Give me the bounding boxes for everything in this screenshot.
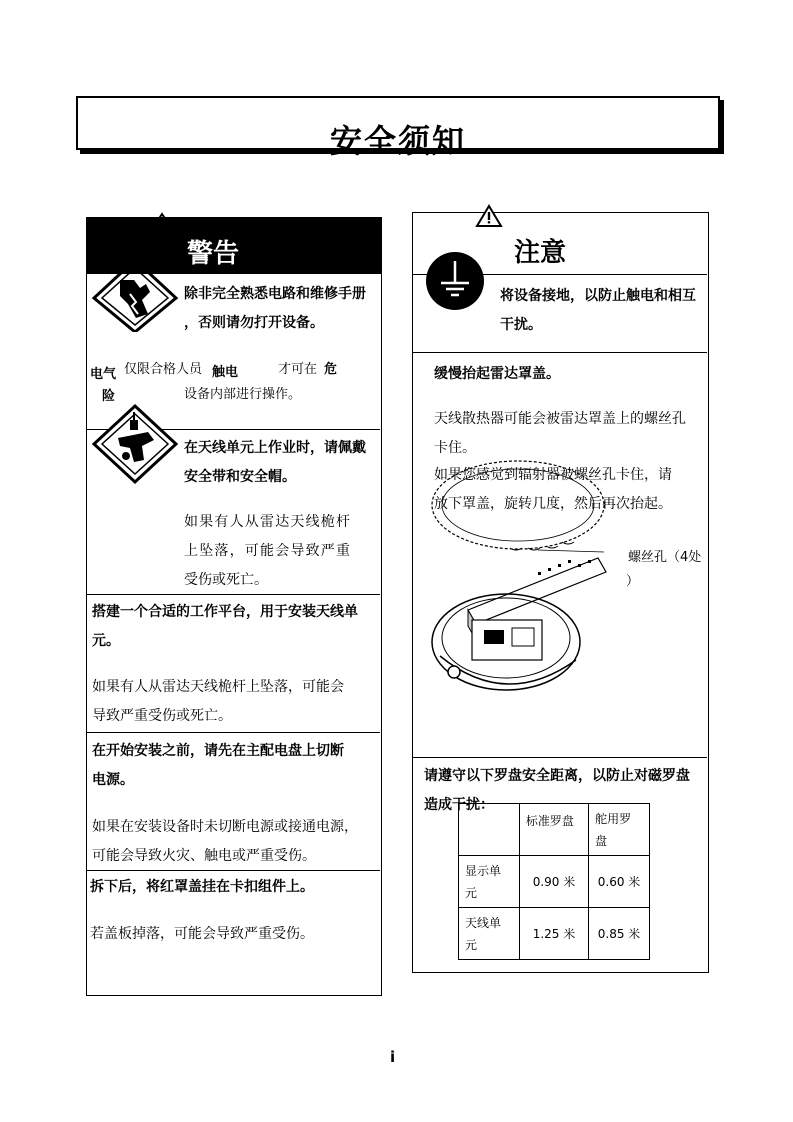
warning-item-1-heading-line-1: 除非完全熟悉电路和维修手册	[184, 286, 366, 302]
warning-label-shock: 触电	[212, 365, 239, 380]
caution-triangle-icon	[475, 204, 503, 228]
compass-distance-table	[458, 803, 650, 960]
warning-item-1-heading-line-2: ，否则请勿打开设备。	[184, 315, 324, 331]
table-row	[459, 804, 650, 856]
table-row	[459, 856, 650, 908]
warning-item-3-heading-line-2: 安全带和安全帽。	[184, 469, 296, 485]
compass-heading-line-2: 造成干扰：	[424, 797, 494, 813]
compass-heading-line-1: 请遵守以下罗盘安全距离，以防止对磁罗盘	[424, 768, 690, 784]
radome-heading: 缓慢抬起雷达罩盖。	[434, 366, 560, 382]
warning-item-6-body: 若盖板掉落，可能会导致严重受伤。	[90, 926, 314, 942]
warning-inside-text: 设备内部进行操作。	[184, 387, 302, 402]
table-cell: 0.60 米	[589, 856, 650, 908]
warning-qualified-text: 仅限合格人员	[124, 362, 203, 377]
warning-item-5-body-line-1: 如果在安装设备时未切断电源或接通电源，	[92, 819, 358, 835]
radome-body-line-1: 天线散热器可能会被雷达罩盖上的螺丝孔	[434, 411, 686, 427]
warning-item-3-body-line-2: 上坠落，可能会导致严重	[184, 543, 352, 559]
page-title: 安全须知	[329, 122, 466, 160]
warning-item-5-heading-line-1: 在开始安装之前，请先在主配电盘上切断	[92, 743, 344, 759]
screw-hole-callout-line-2: ）	[626, 574, 640, 589]
radome-body-line-4: 放下罩盖，旋转几度，然后再次抬起。	[434, 496, 672, 512]
ground-text-line-2: 干扰。	[500, 317, 542, 333]
warning-item-3-body-line-3: 受伤或死亡。	[184, 572, 268, 588]
title-box	[76, 96, 720, 160]
screw-hole-callout-line-1: 螺丝孔（4处	[628, 550, 702, 565]
warning-may-text: 才可在	[278, 362, 318, 377]
table-header-cell: 舵用罗盘	[589, 804, 650, 856]
warning-title: 警告	[187, 239, 240, 269]
table-header-cell	[459, 804, 520, 856]
warning-item-6-heading: 拆下后，将红罩盖挂在卡扣组件上。	[90, 879, 314, 895]
warning-item-4-body-line-1: 如果有人从雷达天线桅杆上坠落，可能会	[92, 679, 344, 695]
warning-item-3-heading-line-1: 在天线单元上作业时，请佩戴	[184, 440, 366, 456]
table-cell: 天线单元	[459, 908, 520, 960]
caution-title: 注意	[514, 238, 567, 268]
radome-body-line-3: 如果您感觉到辐射器被螺丝孔卡住，请	[434, 467, 672, 483]
warning-label-danger: 危	[324, 362, 338, 377]
table-cell: 1.25 米	[519, 908, 588, 960]
table-cell: 0.85 米	[589, 908, 650, 960]
fall-hazard-icon	[90, 402, 180, 486]
table-row	[459, 908, 650, 960]
divider	[412, 352, 707, 353]
warning-label-hazard: 险	[102, 389, 116, 404]
warning-item-3-body-line-1: 如果有人从雷达天线桅杆	[184, 514, 352, 530]
page-number: i	[390, 1048, 396, 1066]
radome-body-line-2: 卡住。	[434, 440, 476, 456]
ground-icon	[425, 251, 485, 311]
warning-item-4-body-line-2: 导致严重受伤或死亡。	[92, 708, 232, 724]
warning-label-electric: 电气	[90, 367, 117, 382]
divider	[412, 757, 707, 758]
warning-header	[87, 217, 381, 274]
warning-item-5-heading-line-2: 电源。	[92, 772, 134, 788]
divider	[86, 870, 380, 871]
warning-item-4-heading-line-1: 搭建一个合适的工作平台，用于安装天线单	[92, 604, 358, 620]
table-cell: 显示单元	[459, 856, 520, 908]
table-header-cell: 标准罗盘	[519, 804, 588, 856]
warning-item-4-heading-line-2: 元。	[92, 633, 120, 649]
divider	[86, 732, 380, 733]
ground-text-line-1: 将设备接地，以防止触电和相互	[500, 288, 696, 304]
warning-item-5-body-line-2: 可能会导致火灾、触电或严重受伤。	[92, 848, 316, 864]
table-cell: 0.90 米	[519, 856, 588, 908]
electric-shock-hazard-icon	[90, 274, 180, 332]
divider	[86, 594, 380, 595]
